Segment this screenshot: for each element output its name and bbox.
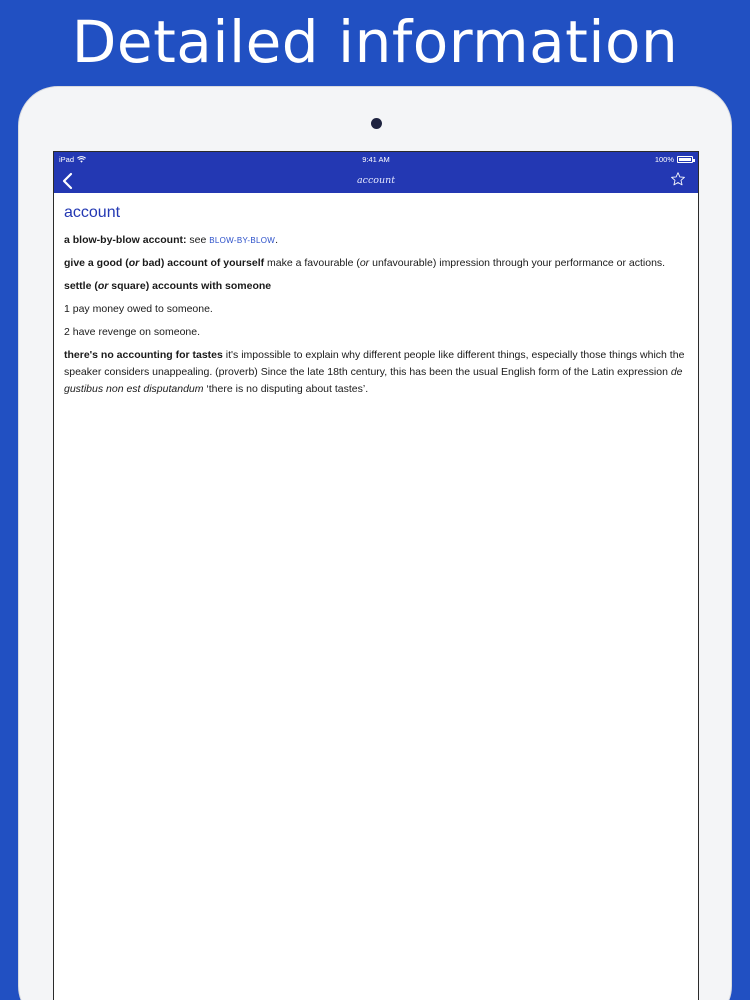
promo-headline: Detailed information: [71, 8, 679, 76]
navigation-bar: [54, 168, 698, 193]
app-screen: [53, 151, 699, 1000]
battery-icon: [677, 156, 693, 163]
idiom-phrase: there's no accounting for tastes: [64, 349, 223, 361]
headword: account: [64, 204, 121, 221]
sense-1: 1 pay money owed to someone.: [64, 303, 213, 315]
latin-expression: de gustibus non est disputandum: [64, 366, 683, 395]
idiom-no-accounting: there's no accounting for tastes it's impossible to explain why different people like different things, especially those things which the speaker considers unappealing. (proverb) Since the late 18th century, this has been the usual English form of the Latin expression de gustibus non est disputandum ‘there is no disputing about tastes’.: [64, 349, 685, 395]
cross-reference-link[interactable]: BLOW-BY-BLOW: [209, 236, 276, 245]
front-camera: [371, 118, 382, 129]
idiom-phrase: settle (or square) accounts with someone: [64, 280, 272, 292]
idiom-phrase: a blow-by-blow account:: [64, 234, 187, 246]
battery-percent: 100%: [654, 155, 674, 164]
ipad-frame: [18, 86, 732, 1000]
idiom-good-account: give a good (or bad) account of yourself make a favourable (or unfavourable) impression through your performance or actions.: [64, 257, 666, 269]
idiom-blow-by-blow: a blow-by-blow account: see BLOW-BY-BLOW.: [64, 234, 279, 246]
favorite-star-icon[interactable]: [670, 171, 686, 187]
nav-title: account: [356, 175, 396, 186]
idiom-settle-accounts: [64, 278, 688, 295]
carrier-label: iPad: [59, 155, 75, 164]
status-bar: [54, 152, 698, 168]
clock: 9:41 AM: [362, 155, 390, 164]
sense-2: 2 have revenge on someone.: [64, 326, 201, 338]
entry-content: [54, 193, 698, 398]
idiom-phrase: give a good (or bad) account of yourself: [64, 257, 265, 269]
